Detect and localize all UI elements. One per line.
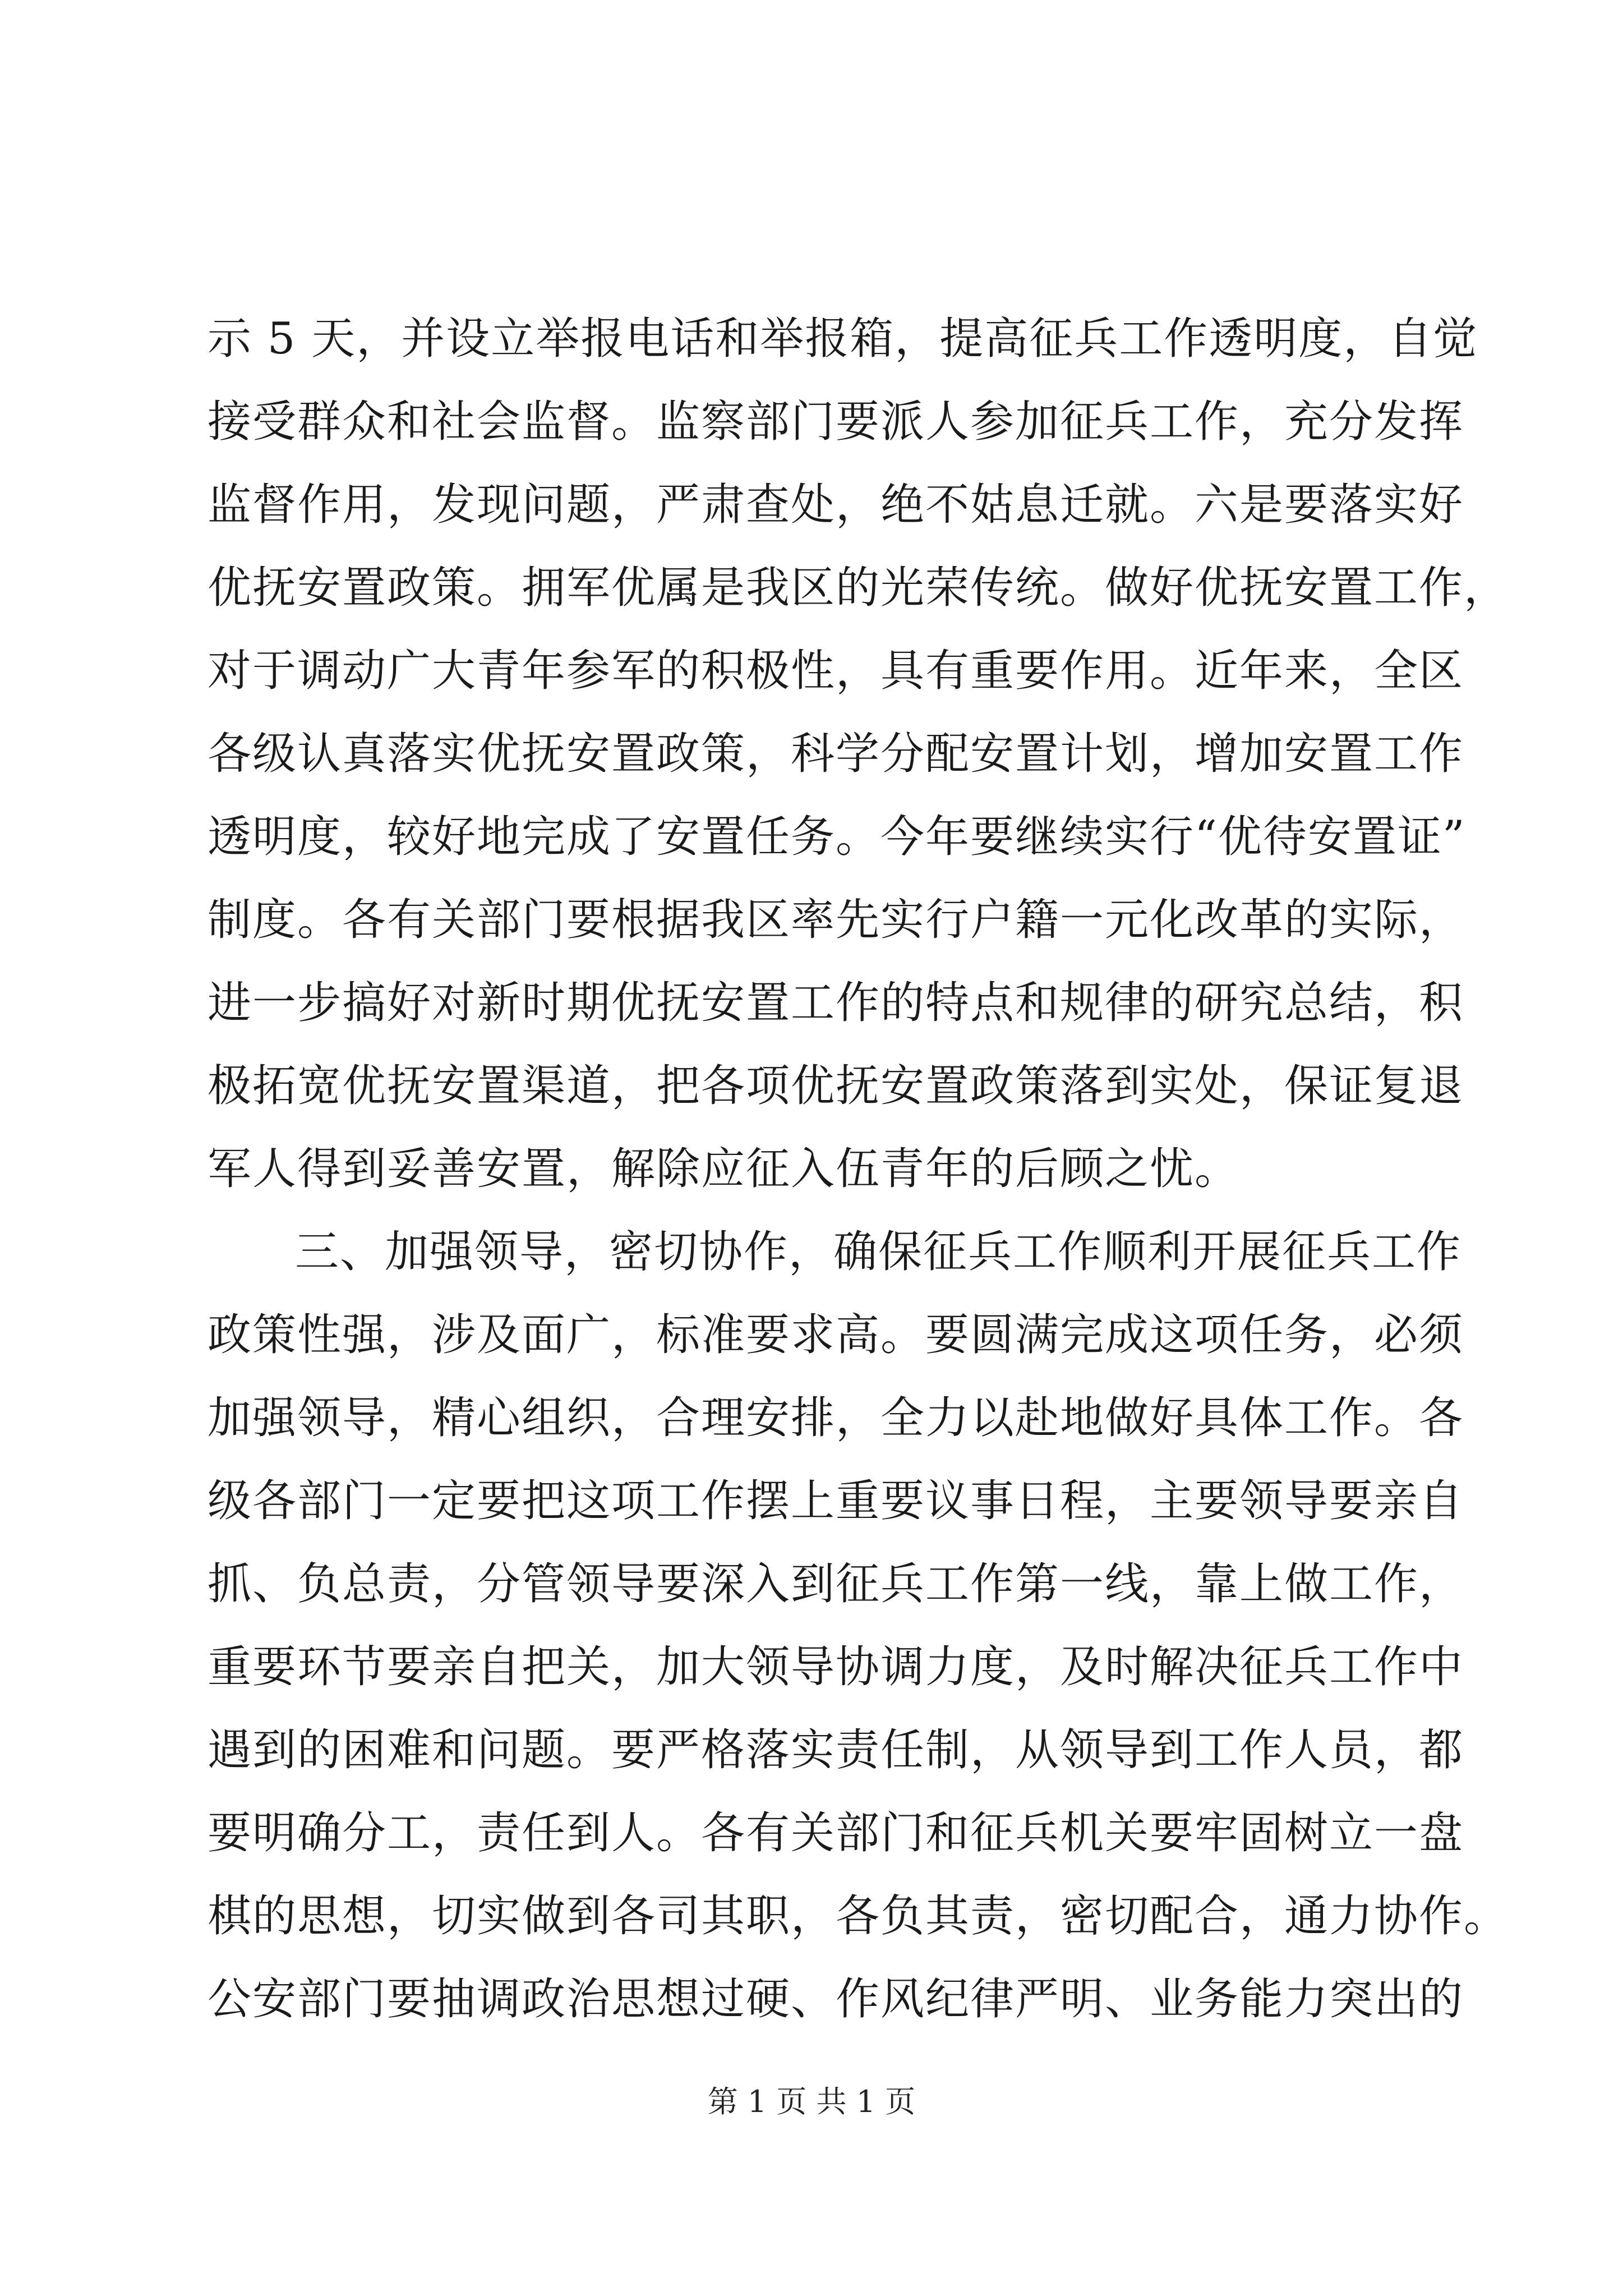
text-line: 遇到的困难和问题。要严格落实责任制，从领导到工作人员，都: [208, 1725, 1464, 1775]
text-line: 接受群众和社会监督。监察部门要派人参加征兵工作，充分发挥: [208, 397, 1464, 447]
text-line: 优抚安置政策。拥军优属是我区的光荣传统。做好优抚安置工作，: [208, 563, 1509, 613]
text-line: 要明确分工，责任到人。各有关部门和征兵机关要牢固树立一盘: [208, 1808, 1464, 1858]
text-line: 抓、负总责，分管领导要深入到征兵工作第一线，靠上做工作，: [208, 1559, 1464, 1609]
text-line: 棋的思想，切实做到各司其职，各负其责，密切配合，通力协作。: [208, 1891, 1509, 1941]
text-line: 进一步搞好对新时期优抚安置工作的特点和规律的研究总结，积: [208, 978, 1464, 1028]
text-line: 重要环节要亲自把关，加大领导协调力度，及时解决征兵工作中: [208, 1642, 1464, 1692]
text-line: 军人得到妥善安置，解除应征入伍青年的后顾之忧。: [208, 1144, 1240, 1194]
text-line: 政策性强，涉及面广，标准要求高。要圆满完成这项任务，必须: [208, 1310, 1464, 1360]
text-line: 监督作用，发现问题，严肃查处，绝不姑息迁就。六是要落实好: [208, 480, 1464, 530]
text-line: 公安部门要抽调政治思想过硬、作风纪律严明、业务能力突出的: [208, 1974, 1464, 2024]
text-line: 示 5 天，并设立举报电话和举报箱，提高征兵工作透明度，自觉: [208, 314, 1478, 364]
text-line: 对于调动广大青年参军的积极性，具有重要作用。近年来，全区: [208, 646, 1464, 696]
text-line: 极拓宽优抚安置渠道，把各项优抚安置政策落到实处，保证复退: [208, 1061, 1464, 1111]
page-number-footer: 第 1 页 共 1 页: [707, 2084, 916, 2119]
text-line: 透明度，较好地完成了安置任务。今年要继续实行“优待安置证”: [208, 812, 1466, 862]
section-heading-line: 三、加强领导，密切协作，确保征兵工作顺利开展征兵工作: [295, 1227, 1462, 1277]
text-line: 各级认真落实优抚安置政策，科学分配安置计划，增加安置工作: [208, 729, 1464, 779]
text-line: 加强领导，精心组织，合理安排，全力以赴地做好具体工作。各: [208, 1393, 1464, 1443]
text-line: 制度。各有关部门要根据我区率先实行户籍一元化改革的实际，: [208, 895, 1464, 945]
body-text: [208, 297, 1509, 2041]
text-line: 级各部门一定要把这项工作摆上重要议事日程，主要领导要亲自: [208, 1476, 1464, 1526]
